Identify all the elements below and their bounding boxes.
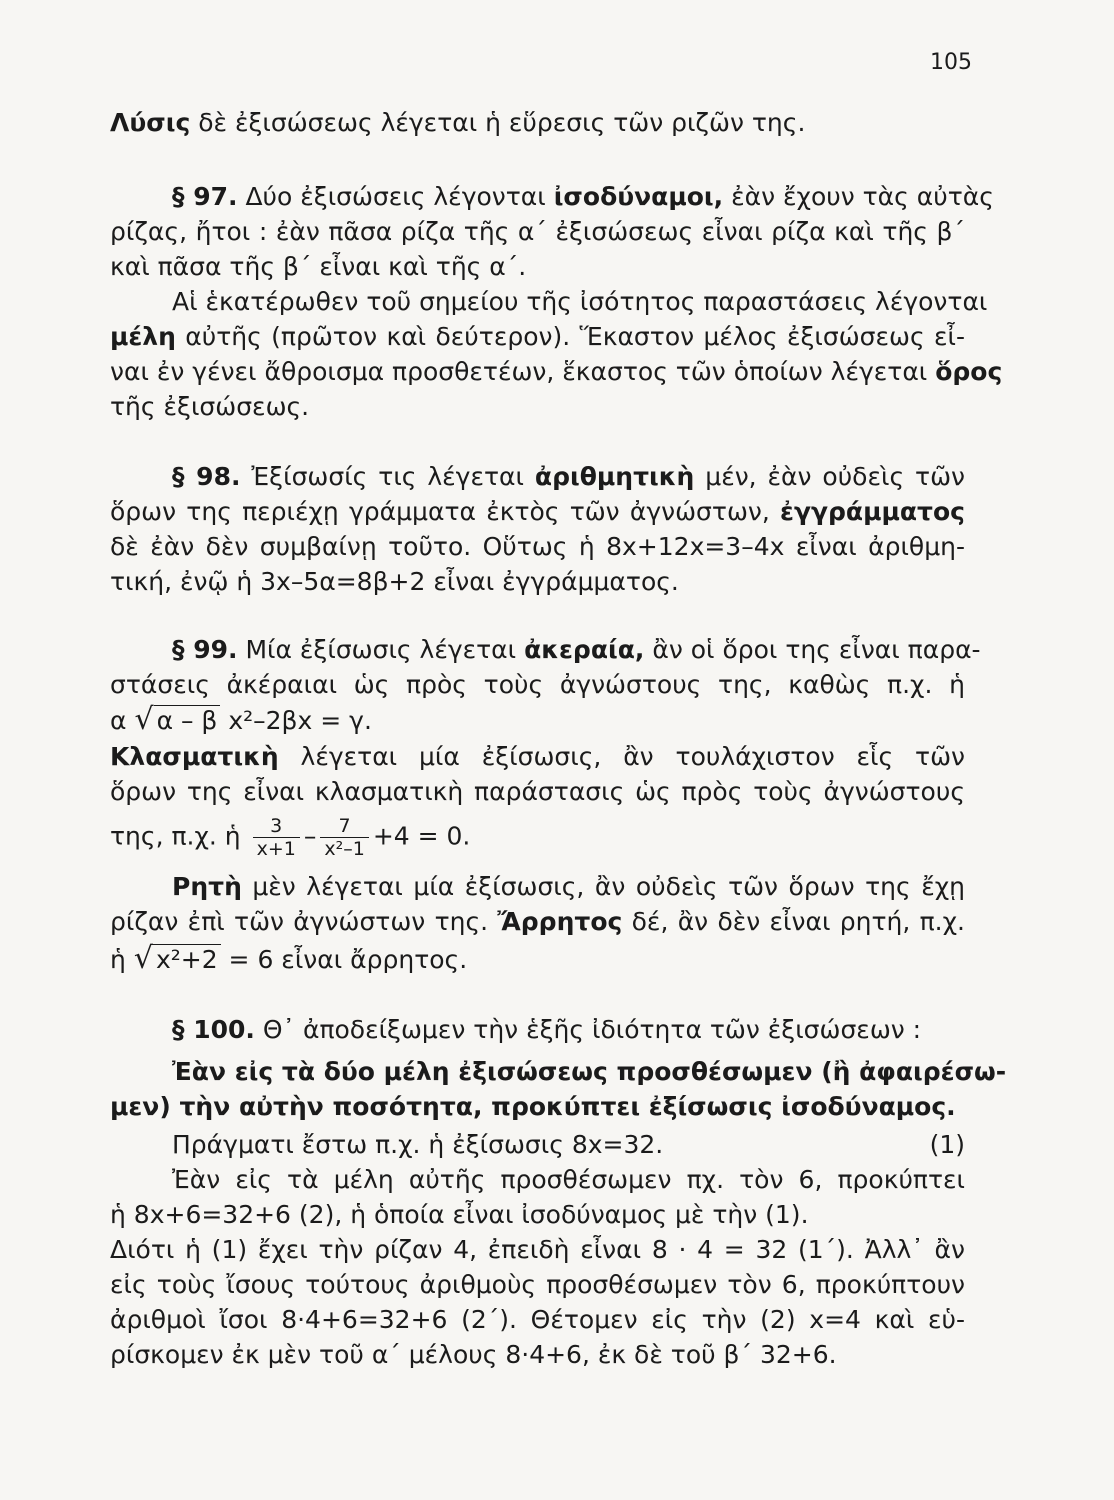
section-98-first-line: § 98. Ἐξίσωσίς τις λέγεται ἀριθμητικὴ μέν, ἐὰν οὐδεὶς τῶν [172, 462, 966, 491]
term-akeraia: ἀκεραία, [524, 635, 645, 664]
square-root: √ x²+2 [134, 942, 221, 977]
text-line: Διότι ἡ (1) ἔχει τὴν ρίζαν 4, ἐπειδὴ εἶναι 8 · 4 = 32 (1΄). Ἀλλ᾽ ἂν [110, 1235, 965, 1264]
section-number-99: § 99. [172, 635, 238, 664]
section-number-100: § 100. [172, 1015, 255, 1044]
text-line: ρίζαν ἐπὶ τῶν ἀγνώστων της. Ἄρρητος δέ, ἂν δὲν εἶναι ρητή, π.χ. [110, 907, 965, 936]
text-line: ἀριθμοὶ ἴσοι 8·4+6=32+6 (2΄). Θέτομεν εἰς τὴν (2) x=4 καὶ εὑ- [110, 1305, 965, 1334]
text-line: καὶ πᾶσα τῆς β΄ εἶναι καὶ τῆς α΄. [110, 252, 527, 281]
section-100-first-line: § 100. Θ᾽ ἀποδείξωμεν τὴν ἑξῆς ἰδιότητα τῶν ἐξισώσεων : [172, 1015, 922, 1044]
text-line: Κλασματικὴ λέγεται μία ἐξίσωσις, ἂν τουλάχιστον εἷς τῶν [110, 742, 965, 771]
theorem-statement: Ἐὰν εἰς τὰ δύο μέλη ἐξισώσεως προσθέσωμεν (ἢ ἀφαιρέσω- [172, 1057, 1007, 1086]
text-line: Λύσις δὲ ἐξισώσεως λέγεται ἡ εὕρεσις τῶν ριζῶν της. [110, 108, 806, 137]
text-line: Αἱ ἑκατέρωθεν τοῦ σημείου τῆς ἰσότητος παραστάσεις λέγονται [172, 287, 988, 316]
term-klasmatiki: Κλασματικὴ [110, 742, 279, 771]
term-meli: μέλη [110, 322, 176, 351]
text-line: Ἐὰν εἰς τὰ μέλη αὐτῆς προσθέσωμεν πχ. τὸν 6, προκύπτει [172, 1165, 965, 1194]
text-line: ὅρων της εἶναι κλασματικὴ παράστασις ὡς πρὸς τοὺς ἀγνώστους [110, 777, 965, 806]
section-97-first-line: § 97. Δύο ἐξισώσεις λέγονται ἰσοδύναμοι, ἐὰν ἔχουν τὰς αὐτὰς [172, 182, 994, 211]
theorem-statement: μεν) τὴν αὐτὴν ποσότητα, προκύπτει ἐξίσωσις ἰσοδύναμος. [110, 1092, 956, 1121]
fraction: $\frac{7}{\text{x²–1}}$ [320, 815, 368, 860]
text-line: ναι ἐν γένει ἄθροισμα προσθετέων, ἕκαστος τῶν ὁποίων λέγεται ὅρος [110, 357, 1003, 386]
text-line: εἰς τοὺς ἴσους τούτους ἀριθμοὺς προσθέσωμεν τὸν 6, προκύπτουν [110, 1270, 965, 1299]
page-number: 105 [930, 50, 972, 75]
section-number-97: § 97. [172, 182, 238, 211]
text-line: ρίζας, ἤτοι : ἐὰν πᾶσα ρίζα τῆς α΄ ἐξισώσεως εἶναι ρίζα καὶ τῆς β΄ [110, 217, 965, 246]
term-riti: Ρητὴ [172, 872, 242, 901]
square-root: √ α – β [134, 703, 220, 738]
equation-number: (1) [929, 1130, 965, 1159]
math-line: ἡ √ x²+2 = 6 εἶναι ἄρρητος. [110, 941, 468, 976]
text-line: τῆς ἐξισώσεως. [110, 392, 310, 421]
text-line: στάσεις ἀκέραιαι ὡς πρὸς τοὺς ἀγνώστους της, καθὼς π.χ. ἡ [110, 670, 965, 699]
fraction: $\frac{3}{x+1}$ [253, 815, 300, 860]
text-line: Ρητὴ μὲν λέγεται μία ἐξίσωσις, ἂν οὐδεὶς τῶν ὅρων της ἔχῃ [172, 872, 965, 901]
term-arithmitiki: ἀριθμητικὴ [534, 462, 695, 491]
section-number-98: § 98. [172, 462, 241, 491]
text-line: δὲ ἐὰν δὲν συμβαίνῃ τοῦτο. Οὕτως ἡ 8x+12x=3–4x εἶναι ἀριθμη- [110, 532, 965, 561]
text-line: μέλη αὐτῆς (πρῶτον καὶ δεύτερον). Ἕκαστον μέλος ἐξισώσεως εἶ- [110, 322, 965, 351]
text-line: ὅρων της περιέχῃ γράμματα ἐκτὸς τῶν ἀγνώστων, ἐγγράμματος [110, 497, 965, 526]
math-line: της, π.χ. ἡ $\frac{3}{x+1}$ – $\frac{7}{\text{x²–1}}$ +4 = 0. [110, 815, 471, 860]
term-arritos: Ἄρρητος [497, 907, 623, 936]
term-oros: ὅρος [935, 357, 1003, 386]
text-line: Πράγματι ἔστω π.χ. ἡ ἐξίσωσις 8x=32. (1) [172, 1128, 965, 1162]
term-engrammatos: ἐγγράμματος [780, 497, 965, 526]
term-lysis: Λύσις [110, 108, 191, 137]
math-line: α √ α – β x²–2βx = γ. [110, 702, 372, 737]
text-line: ἡ 8x+6=32+6 (2), ἡ ὁποία εἶναι ἰσοδύναμος μὲ τὴν (1). [110, 1200, 809, 1229]
section-99-first-line: § 99. Μία ἐξίσωσις λέγεται ἀκεραία, ἂν οἱ ὅροι της εἶναι παρα- [172, 635, 981, 664]
text-line: ρίσκομεν ἐκ μὲν τοῦ α΄ μέλους 8·4+6, ἐκ δὲ τοῦ β΄ 32+6. [110, 1340, 837, 1369]
text-line: τική, ἐνῷ ἡ 3x–5α=8β+2 εἶναι ἐγγράμματος. [110, 567, 679, 596]
term-isodynamoi: ἰσοδύναμοι, [553, 182, 724, 211]
